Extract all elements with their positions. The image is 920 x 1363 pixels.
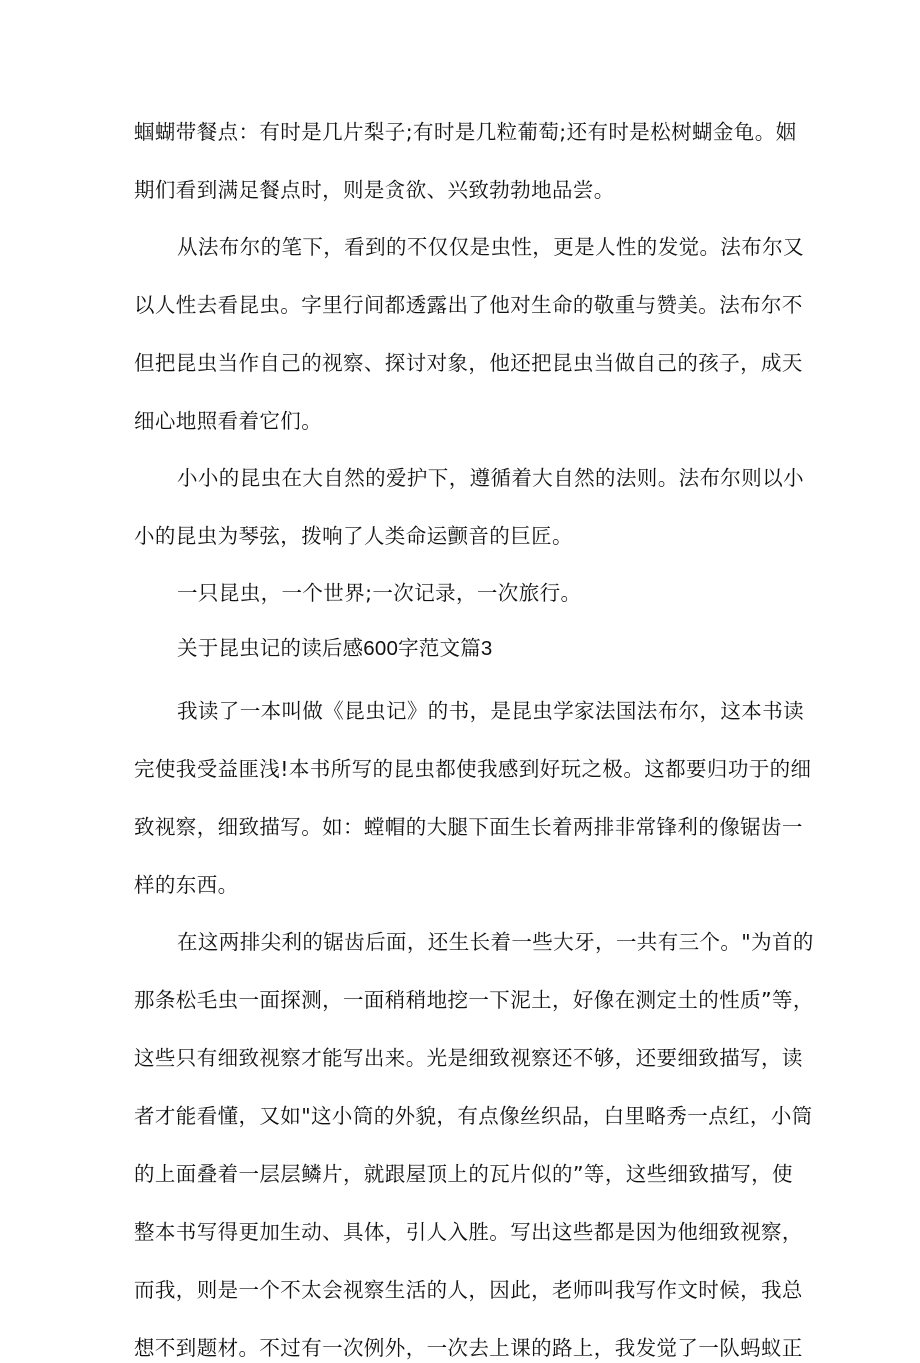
document-body [134,118,814,1363]
heading-text: 关于昆虫记的读后感600字范文篇3 [177,637,493,660]
text-line: 一只昆虫，一个世界;一次记录，一次旅行。 [177,581,582,605]
paragraph-1 [134,118,797,205]
paragraph-4 [134,579,788,608]
text-line: 小的昆虫为琴弦，拨响了人类命运颤音的巨匠。 [134,524,573,548]
text-line: 完使我受益匪浅!本书所写的昆虫都使我感到好玩之极。这都要归功于的细 [134,757,812,781]
paragraph-6 [134,928,814,1363]
text-line: 细心地照看着它们。 [134,409,323,433]
text-line: 而我，则是一个不太会视察生活的人，因此，老师叫我写作文时候，我总 [134,1278,803,1302]
text-line: 蝈蝴带餐点：有时是几片梨子;有时是几粒葡萄;还有时是松树蝴金龟。姻 [134,120,797,144]
text-line: 以人性去看昆虫。字里行间都透露出了他对生命的敬重与赞美。法布尔不 [134,293,803,317]
text-line: 期们看到满足餐点时，则是贪欲、兴致勃勃地品尝。 [134,178,615,202]
text-line: 的上面叠着一层层鳞片，就跟屋顶上的瓦片似的”等，这些细致描写，使 [134,1162,793,1186]
text-line: 那条松毛虫一面探测，一面稍稍地挖一下泥土，好像在测定土的性质”等， [134,988,814,1012]
text-line: 致视察，细致描写。如：螳帽的大腿下面生长着两排非常锋利的像锯齿一 [134,815,803,839]
text-line: 从法布尔的笔下，看到的不仅仅是虫性，更是人性的发觉。法布尔又 [177,235,804,259]
text-line: 整本书写得更加生动、具体，引人入胜。写出这些都是因为他细致视察， [134,1220,803,1244]
paragraph-3 [134,464,804,551]
text-line: 者才能看懂，又如"这小筒的外貌，有点像丝织品，白里略秀一点红，小筒 [134,1104,813,1128]
text-line: 这些只有细致视察才能写出来。光是细致视察还不够，还要细致描写，读 [134,1046,803,1070]
text-line: 在这两排尖利的锯齿后面，还生长着一些大牙，一共有三个。"为首的 [177,930,814,954]
text-line: 我读了一本叫做《昆虫记》的书，是昆虫学家法国法布尔，这本书读 [177,699,804,723]
section-heading [134,634,788,663]
text-line: 小小的昆虫在大自然的爱护下，遵循着大自然的法则。法布尔则以小 [177,466,804,490]
paragraph-5 [134,697,812,900]
paragraph-2 [134,233,804,436]
text-line: 样的东西。 [134,873,239,897]
text-line: 想不到题材。不过有一次例外，一次去上课的路上，我发觉了一队蚂蚁正 [134,1336,803,1360]
text-line: 但把昆虫当作自己的视察、探讨对象，他还把昆虫当做自己的孩子，成天 [134,351,803,375]
